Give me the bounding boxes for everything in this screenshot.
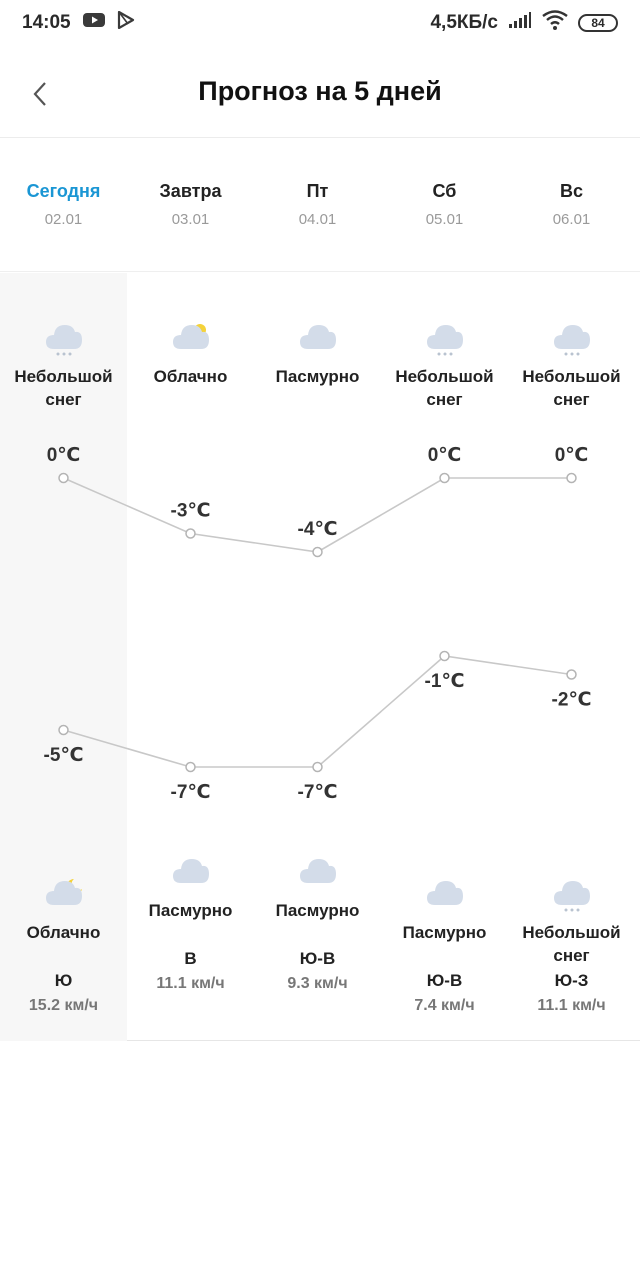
low-temperature-point xyxy=(440,652,449,661)
condition-line: Пасмурно xyxy=(148,901,233,920)
wind-speed: 11.1 км/ч xyxy=(156,975,225,992)
high-temperature-point xyxy=(440,474,449,483)
forecast-panel xyxy=(0,273,640,1041)
low-temperature-point xyxy=(186,763,195,772)
condition-line: Пасмурно xyxy=(402,923,487,942)
day-tab-1[interactable] xyxy=(127,138,254,272)
high-temperature-point xyxy=(567,474,576,483)
condition-line: Небольшой xyxy=(522,367,621,386)
high-temperature-point xyxy=(59,474,68,483)
day-tabs xyxy=(0,138,640,272)
high-temperature-label: -3℃ xyxy=(170,500,211,522)
low-temperature-label: -1℃ xyxy=(424,671,465,692)
battery-icon xyxy=(578,14,618,32)
wind-speed: 9.3 км/ч xyxy=(287,975,348,992)
youtube-icon xyxy=(83,12,105,34)
day-date: 04.01 xyxy=(298,211,337,228)
wind-direction: Ю-З xyxy=(554,971,589,990)
condition-line: снег xyxy=(45,390,82,409)
day-name: Сегодня xyxy=(26,181,101,201)
low-temperature-point xyxy=(313,763,322,772)
status-bar xyxy=(0,0,640,46)
status-time: 14:05 xyxy=(22,12,71,33)
low-temperature-label: -2℃ xyxy=(551,689,592,711)
high-temperature-label: 0℃ xyxy=(46,445,81,466)
wifi-icon xyxy=(542,10,568,36)
high-temperature-line xyxy=(64,478,572,552)
day-name: Завтра xyxy=(159,181,222,201)
battery-level: 84 xyxy=(591,16,605,30)
condition-line: снег xyxy=(426,390,463,409)
high-temperature-label: 0℃ xyxy=(427,445,462,466)
wind-direction: В xyxy=(184,949,197,968)
low-temperature-label: -7℃ xyxy=(297,782,338,803)
network-speed: 4,5КБ/с xyxy=(430,12,498,33)
high-temperature-label: 0℃ xyxy=(554,445,589,466)
wind-speed: 7.4 км/ч xyxy=(414,997,475,1014)
wind-speed: 15.2 км/ч xyxy=(28,997,99,1014)
wind-direction: Ю xyxy=(54,971,73,990)
day-date: 02.01 xyxy=(44,211,83,228)
day-name: Вс xyxy=(559,181,583,201)
signal-icon xyxy=(508,11,532,35)
condition-line: Небольшой xyxy=(522,923,621,942)
high-temperature-label: -4℃ xyxy=(297,519,338,540)
app-header xyxy=(0,46,640,138)
condition-line: Пасмурно xyxy=(275,901,360,920)
condition-line: Облачно xyxy=(153,367,228,386)
page-title: Прогноз на 5 дней xyxy=(198,76,442,106)
play-store-icon xyxy=(117,11,135,35)
condition-line: снег xyxy=(553,390,590,409)
wind-speed: 11.1 км/ч xyxy=(537,997,606,1014)
condition-line: снег xyxy=(553,946,590,965)
day-date: 06.01 xyxy=(552,211,591,228)
day-date: 05.01 xyxy=(425,211,464,228)
low-temperature-line xyxy=(64,656,572,767)
condition-line: Пасмурно xyxy=(275,367,360,386)
condition-line: Небольшой xyxy=(395,367,494,386)
condition-line: Небольшой xyxy=(14,367,113,386)
low-temperature-point xyxy=(567,670,576,679)
day-tab-4[interactable] xyxy=(508,138,635,272)
low-temperature-label: -7℃ xyxy=(170,782,211,803)
temperature-chart xyxy=(0,273,640,1041)
day-name: Сб xyxy=(432,181,457,201)
condition-line: Облачно xyxy=(26,923,101,942)
high-temperature-point xyxy=(186,529,195,538)
day-date: 03.01 xyxy=(171,211,210,228)
day-name: Пт xyxy=(306,181,329,201)
day-tab-2[interactable] xyxy=(254,138,381,272)
day-tab-0[interactable] xyxy=(0,138,127,272)
low-temperature-label: -5℃ xyxy=(43,745,84,766)
low-temperature-point xyxy=(59,726,68,735)
wind-direction: Ю-В xyxy=(299,949,336,968)
wind-direction: Ю-В xyxy=(426,971,463,990)
day-tab-3[interactable] xyxy=(381,138,508,272)
high-temperature-point xyxy=(313,548,322,557)
